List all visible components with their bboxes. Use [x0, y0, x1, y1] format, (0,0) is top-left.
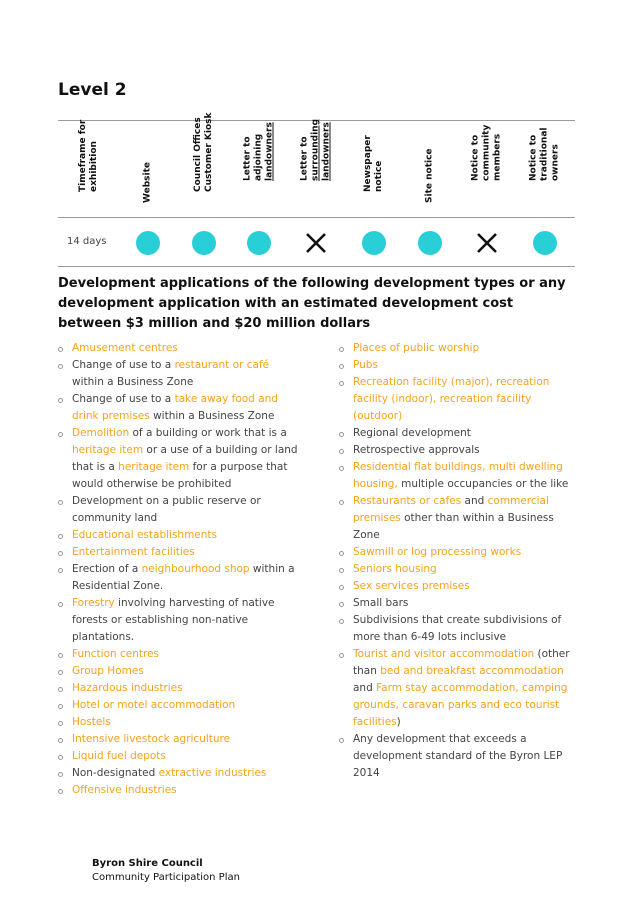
development-type: Amusement centres	[72, 342, 178, 354]
list-item	[58, 527, 298, 544]
development-type: extractive industries	[158, 767, 267, 779]
left-development-list	[58, 340, 298, 799]
column-header-line: Letter to	[299, 136, 310, 181]
column-header-line: Notice to	[528, 134, 539, 181]
list-item	[58, 663, 298, 680]
right-development-list	[339, 340, 579, 782]
column-header-label	[300, 119, 333, 181]
column-header-line: surrounding	[310, 118, 321, 181]
development-type: Residential flat buildings, multi dwelling housing,	[353, 461, 563, 490]
development-type: Restaurants or cafes	[353, 495, 462, 507]
column-header-line: Notice to	[470, 134, 481, 181]
list-text: within a Business Zone	[149, 410, 275, 422]
list-text: or a use of a building or land that is a	[72, 444, 298, 473]
list-item	[339, 612, 579, 646]
list-item	[58, 425, 298, 493]
list-text: Development on a public reserve or community land	[72, 495, 261, 524]
development-type: Recreation facility (major), recreation facility (indoor), recreation facility (outdoor)	[353, 376, 550, 422]
list-item	[339, 340, 579, 357]
column-header-6	[410, 124, 450, 214]
table-header-rule	[58, 217, 575, 218]
status-dot	[533, 231, 557, 255]
column-header-label	[529, 128, 562, 181]
development-type: restaurant or café	[174, 359, 270, 371]
list-item	[58, 680, 298, 697]
development-type: take away food and drink premises	[72, 393, 278, 422]
list-text: within a Residential Zone.	[72, 563, 295, 592]
development-type: bed and breakfast accommodation	[380, 665, 564, 677]
column-header-label	[425, 148, 436, 203]
development-type: neighbourhood shop	[141, 563, 250, 575]
list-text: within a Business Zone	[72, 376, 194, 388]
development-type: Hostels	[72, 716, 111, 728]
column-header-line: adjoining	[253, 133, 264, 181]
column-header-0	[69, 119, 109, 214]
list-item	[339, 731, 579, 782]
column-header-line: Council Offices	[193, 117, 203, 192]
list-text: Subdivisions that create subdivisions of more than 6-49 lots inclusive	[353, 614, 562, 643]
column-header-line: exhibition	[89, 141, 99, 192]
column-header-line: landowners	[264, 122, 275, 181]
list-text: multiple occupancies or the like	[397, 478, 569, 490]
column-header-4	[296, 118, 336, 214]
list-item	[58, 340, 298, 357]
list-item	[58, 731, 298, 748]
column-header-line: traditional	[539, 127, 550, 181]
column-header-line: Website	[142, 161, 153, 203]
development-type: Hotel or motel accommodation	[72, 699, 236, 711]
development-type: Liquid fuel depots	[72, 750, 166, 762]
column-header-label	[193, 113, 215, 193]
list-text: and	[353, 682, 377, 694]
development-type: Group Homes	[72, 665, 144, 677]
list-item	[58, 544, 298, 561]
column-header-label	[243, 122, 276, 181]
timeframe-cell: 14 days	[67, 236, 107, 247]
list-item	[339, 374, 579, 425]
list-text: )	[396, 716, 401, 728]
list-text: Change of use to a	[72, 393, 175, 405]
list-item	[58, 697, 298, 714]
column-header-1	[128, 124, 168, 214]
list-item	[339, 544, 579, 561]
cross-icon	[475, 231, 499, 255]
column-header-line: notice	[374, 160, 384, 192]
cross-icon	[304, 231, 328, 255]
list-item	[339, 357, 579, 374]
list-text: Retrospective approvals	[353, 444, 480, 456]
development-type: Entertainment facilities	[72, 546, 195, 558]
column-header-line: Newspaper	[363, 135, 373, 192]
development-type: Sex services premises	[353, 580, 470, 592]
list-item	[58, 646, 298, 663]
column-header-label	[363, 135, 385, 192]
development-type: Function centres	[72, 648, 160, 660]
list-item	[58, 493, 298, 527]
list-item	[58, 714, 298, 731]
list-item	[339, 646, 579, 731]
development-type: Educational establishments	[72, 529, 218, 541]
list-text: Any development that exceeds a development standard of the Byron LEP 2014	[353, 733, 563, 779]
development-type: commercial premises	[353, 495, 549, 524]
list-text: Small bars	[353, 597, 409, 609]
development-type: heritage item	[118, 461, 190, 473]
column-header-label	[471, 125, 504, 181]
column-header-line: Customer Kiosk	[204, 112, 214, 192]
page-title: Level 2	[58, 80, 127, 100]
list-item	[339, 425, 579, 442]
list-text: involving harvesting of native forests or establishing non-native plantations.	[72, 597, 275, 643]
list-text: and	[461, 495, 488, 507]
development-type: Demolition	[72, 427, 130, 439]
development-type: heritage item	[72, 444, 144, 456]
column-header-line: Timeframe for	[78, 119, 88, 192]
footer	[92, 857, 240, 885]
list-item	[339, 442, 579, 459]
column-header-line: landowners	[321, 122, 332, 181]
status-dot	[136, 231, 160, 255]
footer-org: Byron Shire Council	[92, 858, 203, 869]
column-header-3	[239, 124, 279, 214]
section-heading: Development applications of the following development types or any development application with an estimated development cost between $3 million and $20 million dollars	[58, 276, 566, 331]
development-type: Seniors housing	[353, 563, 437, 575]
development-type: Hazardous industries	[72, 682, 183, 694]
development-type: Intensive livestock agriculture	[72, 733, 231, 745]
list-item	[339, 578, 579, 595]
column-header-line: members	[492, 133, 503, 181]
status-dot	[192, 231, 216, 255]
list-item	[58, 391, 298, 425]
list-item	[339, 459, 579, 493]
development-type: Places of public worship	[353, 342, 480, 354]
list-text: for a purpose that would otherwise be prohibited	[72, 461, 288, 490]
status-dot	[247, 231, 271, 255]
column-header-8	[525, 124, 565, 214]
list-text: Erection of a	[72, 563, 142, 575]
list-item	[58, 765, 298, 782]
column-header-line: community	[481, 124, 492, 181]
status-dot	[418, 231, 442, 255]
column-header-2	[184, 112, 224, 214]
table-bottom-rule	[58, 266, 575, 267]
list-item	[58, 748, 298, 765]
list-item	[339, 561, 579, 578]
column-header-label	[143, 162, 154, 203]
column-header-line: Letter to	[242, 136, 253, 181]
list-item	[339, 493, 579, 544]
list-text: (other than	[353, 648, 570, 677]
footer-doc: Community Participation Plan	[92, 872, 240, 883]
list-item	[58, 782, 298, 799]
column-header-line: Site notice	[424, 148, 435, 203]
list-text: Change of use to a	[72, 359, 175, 371]
list-item	[339, 595, 579, 612]
column-header-7	[467, 124, 507, 214]
list-item	[58, 357, 298, 391]
development-type: Farm stay accommodation, camping grounds, caravan parks and eco tourist facilities	[353, 682, 568, 728]
column-header-line: owners	[550, 144, 561, 181]
list-text: other than within a Business Zone	[353, 512, 554, 541]
development-type: Forestry	[72, 597, 115, 609]
column-header-label	[78, 120, 100, 192]
development-type: Tourist and visitor accommodation	[353, 648, 535, 660]
list-text: Non-designated	[72, 767, 159, 779]
status-dot	[362, 231, 386, 255]
list-item	[58, 595, 298, 646]
column-header-5	[354, 124, 394, 214]
development-type: Pubs	[353, 359, 378, 371]
list-item	[58, 561, 298, 595]
list-text: Regional development	[353, 427, 471, 439]
development-type: Offensive industries	[72, 784, 177, 796]
list-text: of a building or work that is a	[129, 427, 287, 439]
development-type: Sawmill or log processing works	[353, 546, 522, 558]
